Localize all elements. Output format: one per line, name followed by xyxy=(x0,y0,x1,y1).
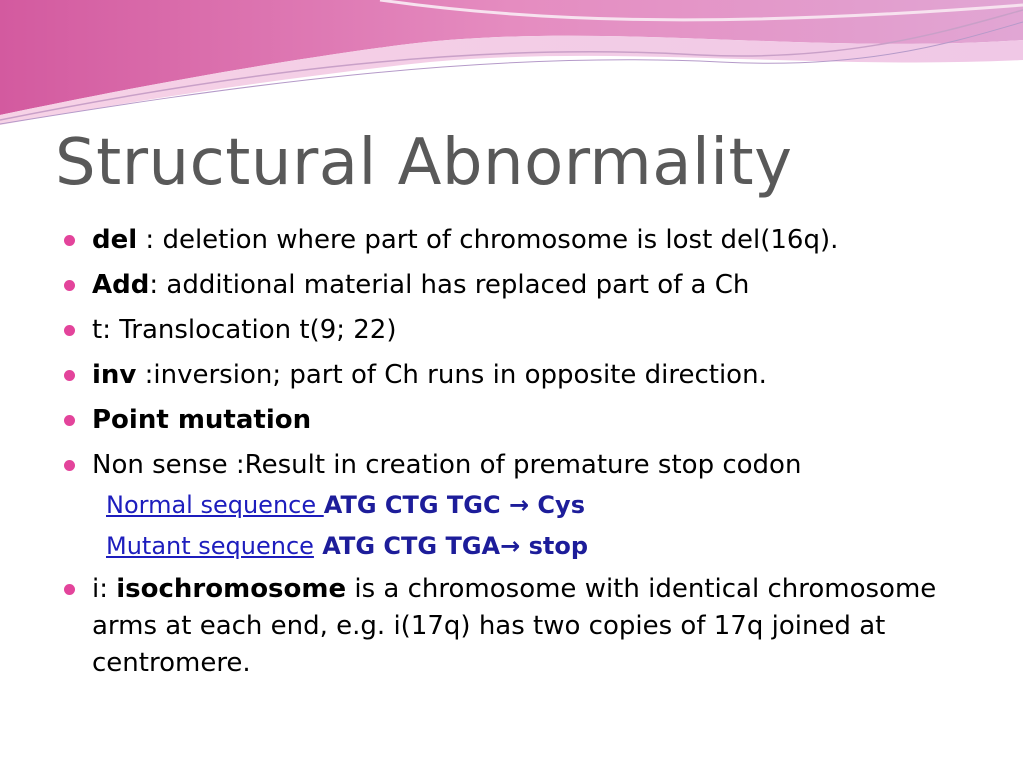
prefix: i: xyxy=(92,574,117,604)
term: inv xyxy=(92,360,137,390)
slide-body xyxy=(60,222,990,690)
bullet-dot-icon xyxy=(64,280,75,291)
bullet-del xyxy=(60,222,990,259)
mutant-sequence-code: ATG CTG TGA→ stop xyxy=(313,532,589,560)
bullet-dot-icon xyxy=(64,235,75,246)
bullet-inv xyxy=(60,357,990,394)
definition: :inversion; part of Ch runs in opposite direction. xyxy=(136,360,767,390)
term: del xyxy=(92,225,138,255)
bullet-dot-icon xyxy=(64,460,75,471)
bullet-translocation xyxy=(60,312,990,349)
term: Point mutation xyxy=(92,405,312,435)
mutant-sequence-link[interactable]: Mutant sequence xyxy=(106,532,314,560)
definition: Non sense :Result in creation of premature stop codon xyxy=(92,450,802,480)
mutant-sequence-line xyxy=(60,529,990,563)
bullet-add xyxy=(60,267,990,304)
slide-title: Structural Abnormality xyxy=(55,126,793,200)
normal-sequence-link[interactable]: Normal sequence xyxy=(106,491,324,519)
definition: is a chromosome with identical chromosome arms at each end, e.g. i(17q) has two copies of 17q joined at centromere. xyxy=(92,574,937,678)
normal-sequence-code: ATG CTG TGC → Cys xyxy=(323,491,585,519)
definition: : additional material has replaced part of a Ch xyxy=(149,270,750,300)
bullet-point-mutation xyxy=(60,402,990,439)
normal-sequence-line xyxy=(60,488,990,522)
bullet-isochromosome xyxy=(60,571,990,682)
bullet-nonsense xyxy=(60,447,990,484)
decorative-wave-banner xyxy=(0,0,1023,130)
bullet-dot-icon xyxy=(64,584,75,595)
bullet-dot-icon xyxy=(64,370,75,381)
bullet-dot-icon xyxy=(64,415,75,426)
definition: : deletion where part of chromosome is lost del(16q). xyxy=(137,225,839,255)
term: isochromosome xyxy=(116,574,347,604)
definition: t: Translocation t(9; 22) xyxy=(92,315,397,345)
bullet-dot-icon xyxy=(64,325,75,336)
term: Add xyxy=(92,270,150,300)
